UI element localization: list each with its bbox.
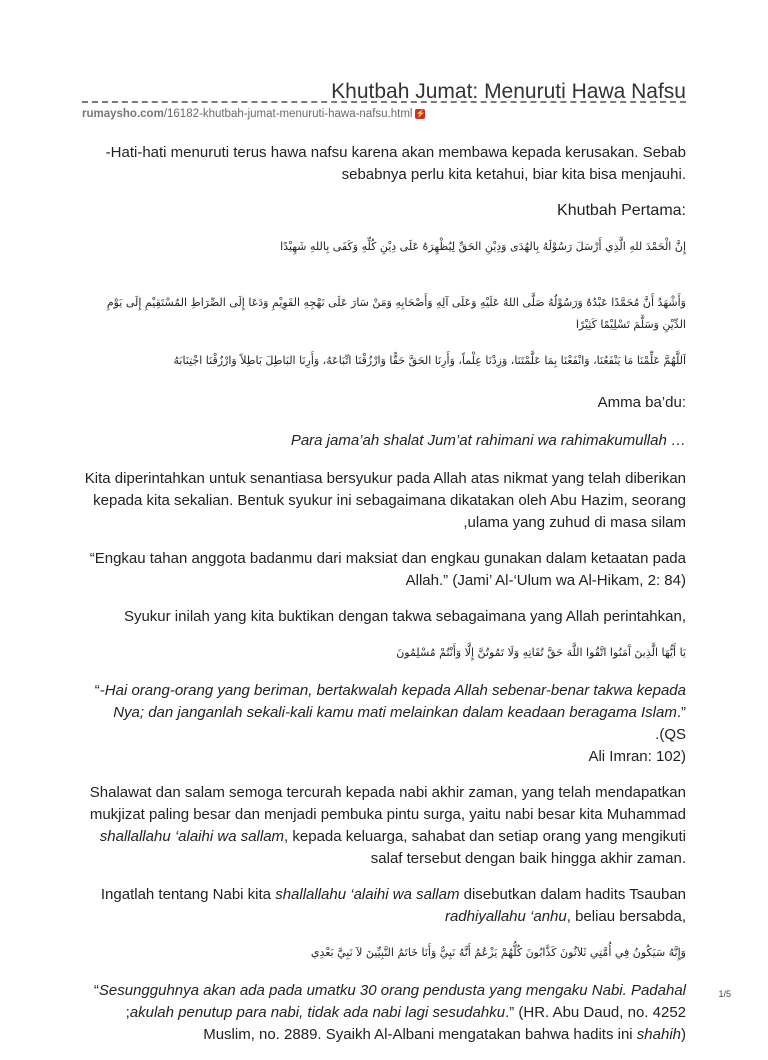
ayat-translation (82, 680, 686, 768)
amma-badu: :Amma ba’du (597, 394, 686, 411)
ayat-line-2-tail: .” (QS. (655, 704, 686, 743)
hadits-line-3-italic: shahih (636, 1026, 681, 1043)
arabic-opening: إِنَّ الْحَمْدَ للهِ الَّذِي أَرْسَلَ رَسُوْلَهُ بِالهُدَى وَدِيْنِ الحَقِّ لِيُظْهِرَهُ عَلَى دِيْنِ كُلِّهِ وَكَفَى بِاللهِ شَهِيْدًا (280, 240, 686, 253)
article-title: Khutbah Jumat: Menuruti Hawa Nafsu (331, 80, 686, 104)
hadits-translation (82, 980, 686, 1046)
ingatlah-paragraph (82, 884, 686, 928)
quote-line-1: Engkau tahan anggota badanmu dari maksiat dan engkau gunakan dalam ketaatan pada“ (89, 550, 686, 567)
radhi-italic: radhiyallahu ‘anhu (444, 908, 567, 925)
ayat-open-quote: “ (94, 682, 100, 699)
quote-line-2: (Allah.” (Jami’ Al-‘Ulum wa Al-Hikam, 2: 84 (405, 572, 686, 589)
shalawat-last-line: .salaf tersebut dengan baik hingga akhir zaman (370, 850, 686, 867)
source-domain[interactable]: rumaysho.com (82, 108, 164, 120)
article-body (82, 142, 686, 1060)
intro-line-2: .sebabnya perlu kita ketahui, biar kita bisa menjauhi (341, 166, 686, 183)
ingatlah-post: disebutkan dalam hadits Tsauban (459, 886, 686, 903)
radhi-pre: , (681, 908, 686, 925)
ayat-line-2: Nya; dan janganlah sekali-kali kamu mati melainkan dalam keadaan beragama Islam (113, 704, 677, 721)
arabic-ayat-takwa: يَا أَيُّهَا الَّذِينَ آَمَنُوا اتَّقُوا اللَّهَ حَقَّ تُقَاتِهِ وَلَا تَمُوتُنَّ إِلَّا وَأَنْتُمْ مُسْلِمُونَ (396, 646, 686, 659)
arabic-syahadat: وَأَشْهَدُ أَنَّ مُحَمَّدًا عَبْدُهُ وَرَسُوْلُهُ صَلَّى اللهُ عَلَيْهِ وَعَلَى آلِهِ وَأَصْحَابِهِ وَمَنْ سَارَ عَلَى نَهْجِهِ القَوِيْمِ وَدَعَا إِلَى الصِّرَاطِ المُسْتَقِيْمِ إِلَى يَوْمِ الدِّيْنِ وَسَلَّمَ تَسْلِيْمًا كَثِيْرًا (106, 296, 686, 331)
source-path[interactable]: /16182-khutbah-jumat-menuruti-hawa-nafsu.html (163, 108, 413, 120)
takwa-line: ,Syukur inilah yang kita buktikan dengan takwa sebagaimana yang Allah perintahkan (123, 608, 686, 625)
ingatlah-pre: Ingatlah tentang Nabi kita (100, 886, 276, 903)
heading-khutbah-pertama: :Khutbah Pertama (557, 202, 686, 219)
para-jamaah: … Para jama’ah shalat Jum’at rahimani wa rahimakumullah (290, 432, 686, 449)
syukur-paragraph: Kita diperintahkan untuk senantiasa bersyukur pada Allah atas nikmat yang telah diberikan kepada kita sekalian. Bentuk syukur ini sebagaimana dikatakan oleh Abu Hazim, seorang ,ulama yang zuhud di masa silam (84, 470, 686, 531)
hadits-line-2-tail: .” (HR. Abu Daud, no. 4252; (125, 1004, 686, 1021)
hadits-line-2: akulah penutup para nabi, tidak ada nabi lagi sesudahku (129, 1004, 506, 1021)
shalawat-part-2: , kepada keluarga, sahabat dan setiap orang yang mengikuti (284, 828, 686, 845)
page-number: 1/5 (718, 989, 731, 999)
abu-hazim-quote (82, 548, 686, 592)
ayat-line-1: Hai orang-orang yang beriman, bertakwalah kepada Allah sebenar-benar takwa kepada- (99, 682, 686, 699)
source-url[interactable] (82, 108, 425, 120)
hadits-open-quote: “ (93, 982, 99, 999)
shalawat-italic: shallallahu ‘alaihi wa sallam (99, 828, 285, 845)
radhi-post: , beliau bersabda (566, 908, 682, 925)
shalawat-part-1: Shalawat dan salam semoga tercurah kepada nabi akhir zaman, yang telah mendapatkan mukjizat paling besar dan menjadi pembuka pintu surga, yaitu nabi besar kita Muhammad (89, 784, 686, 823)
hadits-line-3: (Muslim, no. 2889. Syaikh Al-Albani mengatakan bahwa hadits ini (203, 1026, 686, 1043)
arabic-doa: اَللَّهُمَّ عَلِّمْنَا مَا يَنْفَعُنَا، وَانْفَعْنَا بِمَا عَلَّمْتَنَا، وَزِدْنَا عِلْماً، وَأَرِنَا الحَقَّ حَقًّا وَارْزُقْنَا اتِّبَاعَهُ، وَأَرِنَا البَاطِلَ بَاطِلاً وَارْزُقْنَا اجْتِنَابَهُ (173, 354, 686, 367)
arabic-hadits: وَإِنَّهُ سَيَكُونُ فِي أُمَّتِي ثَلاَثُونَ كَذَّابُونَ كُلُّهُمْ يَزْعُمُ أَنَّهُ نَبِيٌّ وَأَنَا خَاتَمُ النَّبِيِّينَ لاَ نَبِيَّ بَعْدِي (310, 946, 686, 959)
intro-line-1: Hati-hati menuruti terus hawa nafsu karena akan membawa kepada kerusakan. Sebab- (105, 144, 686, 161)
ayat-line-3: (Ali Imran: 102 (588, 748, 686, 765)
pdf-icon[interactable]: ⚡ (415, 108, 426, 118)
ingatlah-italic: shallallahu ‘alaihi wa sallam (275, 886, 460, 903)
title-divider (82, 101, 686, 103)
intro-paragraph (82, 142, 686, 186)
shalawat-paragraph (82, 782, 686, 870)
hadits-line-1: Sesungguhnya akan ada pada umatku 30 orang pendusta yang mengaku Nabi. Padahal (98, 982, 686, 999)
